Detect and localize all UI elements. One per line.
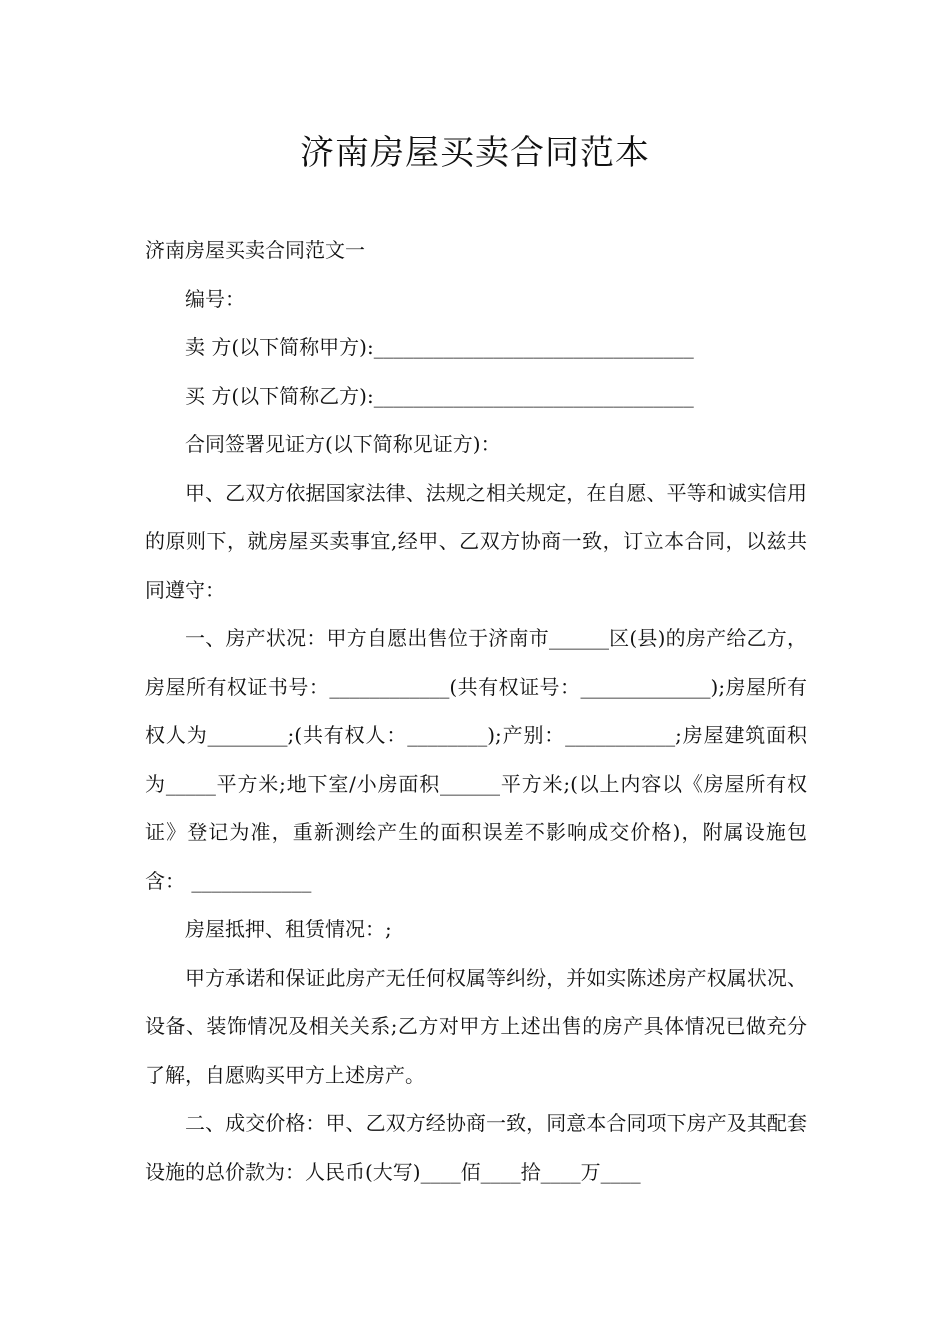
document-body — [145, 226, 807, 1196]
mortgage-lease-line: 房屋抵押、租赁情况：; — [185, 917, 392, 941]
preamble-paragraph: 甲、乙双方依据国家法律、法规之相关规定，在自愿、平等和诚实信用的原则下，就房屋买卖事宜,经甲、乙双方协商一致，订立本合同，以兹共同遵守： — [145, 480, 807, 602]
witness-line: 合同签署见证方(以下简称见证方)： — [185, 432, 501, 456]
property-status-paragraph: 一、房产状况：甲方自愿出售位于济南市______区(县)的房产给乙方，房屋所有权证书号：____________(共有权证号：_____________);房屋所有权人为________;(共有权人：________);产别：___________;房屋建筑面积为_____平方米;地下室/小房面积______平方米;(以上内容以《房屋所有权证》登记为准，重新测绘产生的面积误差不影响成交价格)，附属设施包含： ____________ — [145, 626, 807, 893]
seller-warranty-paragraph: 甲方承诺和保证此房产无任何权属等纠纷，并如实陈述房产权属状况、设备、装饰情况及相关关系;乙方对甲方上述出售的房产具体情况已做充分了解，自愿购买甲方上述房产。 — [145, 965, 807, 1087]
buyer-line: 买 方(以下简称乙方):________________________________ — [185, 383, 694, 408]
price-paragraph: 二、成交价格：甲、乙双方经协商一致，同意本合同项下房产及其配套设施的总价款为：人民币(大写)____佰____拾____万____ — [145, 1111, 807, 1184]
seller-line: 卖 方(以下简称甲方):________________________________ — [185, 335, 694, 359]
document-title: 济南房屋买卖合同范本 — [300, 133, 650, 173]
contract-number-line: 编号： — [185, 286, 245, 311]
section-heading: 济南房屋买卖合同范文一 — [145, 238, 365, 262]
